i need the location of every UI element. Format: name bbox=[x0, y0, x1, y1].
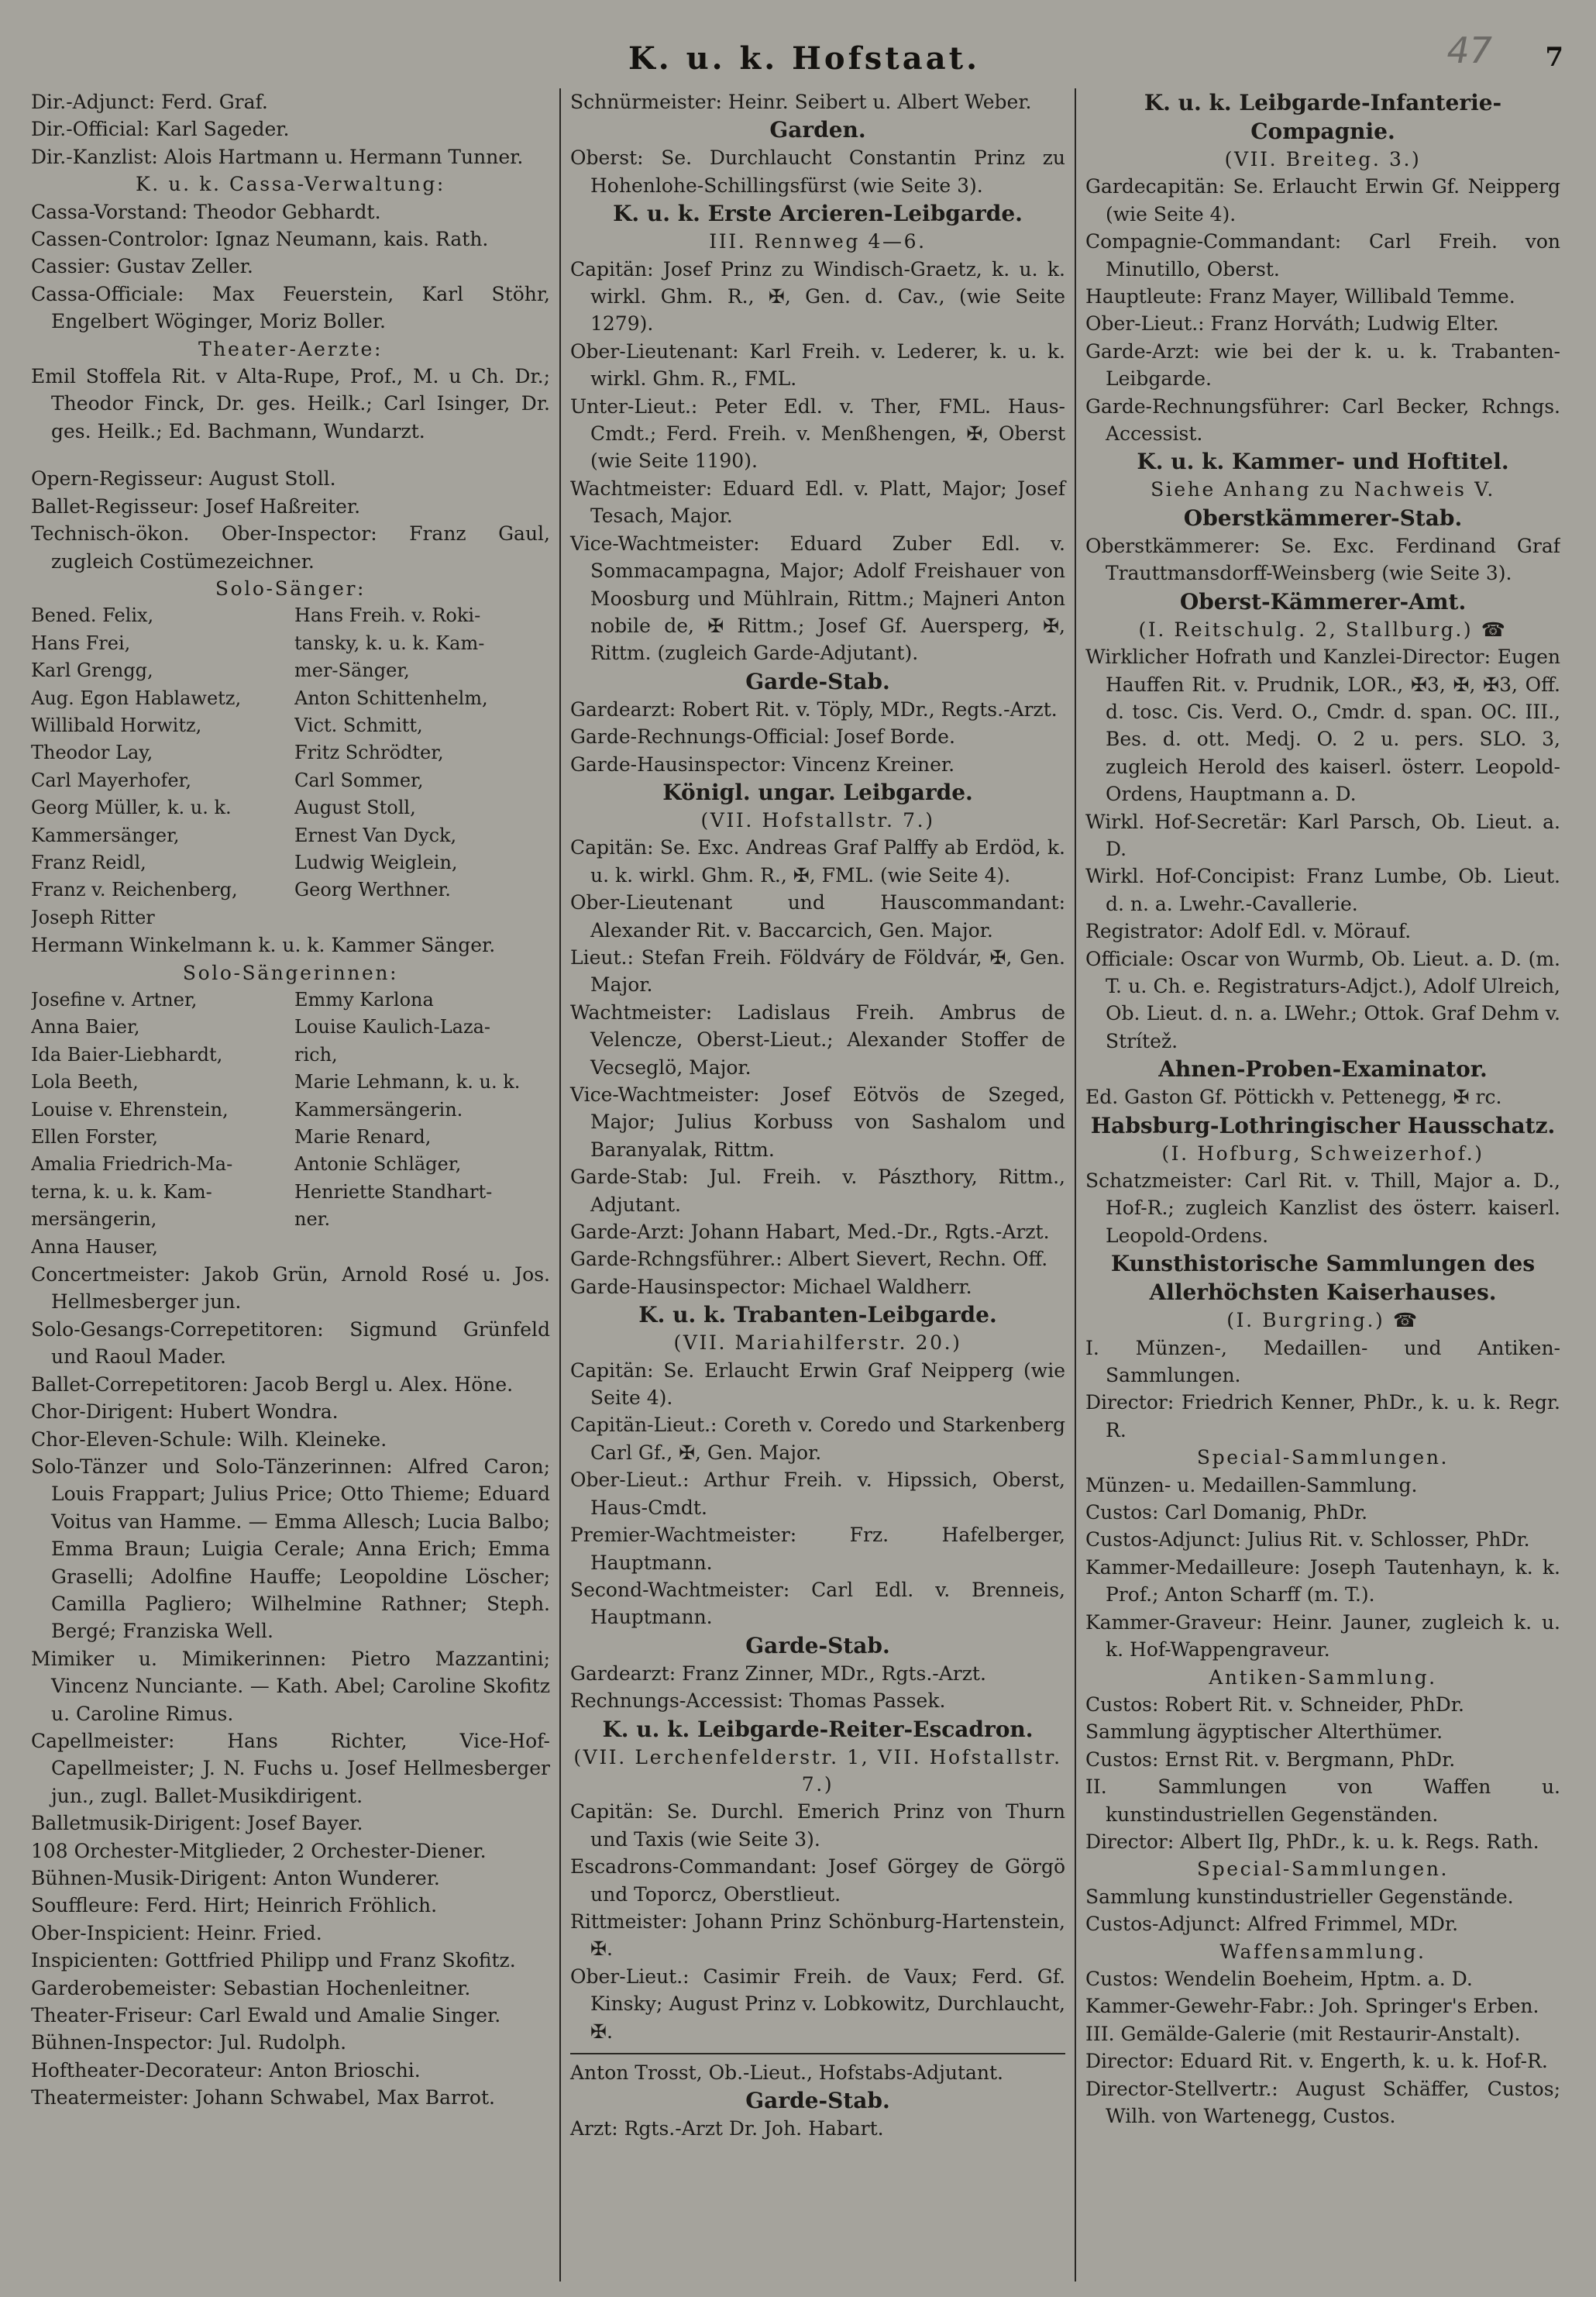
name-entry: Fritz Schrödter, bbox=[294, 742, 444, 764]
directory-entry: I. Münzen-, Medaillen- und Antiken-Sammlungen. bbox=[1085, 1336, 1560, 1387]
name-entry: Marie Lehmann, k. u. k. bbox=[294, 1071, 521, 1093]
directory-entry: Hauptleute: Franz Mayer, Willibald Temme. bbox=[1085, 285, 1515, 308]
name-entry: Emmy Karlona bbox=[294, 989, 434, 1011]
directory-entry: Schatzmeister: Carl Rit. v. Thill, Major a. D., Hof-R.; zugleich Kanzlist des österr. kaiserl. Leopold-Ordens. bbox=[1085, 1169, 1560, 1247]
subheading: (VII. Hofstallstr. 7.) bbox=[700, 808, 935, 832]
directory-entry: 108 Orchester-Mitglieder, 2 Orchester-Diener. bbox=[31, 1839, 487, 1862]
directory-entry: Cassen-Controlor: Ignaz Neumann, kais. Rath. bbox=[31, 228, 489, 251]
directory-entry: Solo-Tänzer und Solo-Tänzerinnen: Alfred Caron; Louis Frappart; Julius Price; Otto Thieme; Eduard Voitus van Hamme. — Emma Allesch; Lucia Balbo; Emma Braun; Luigia Cerale; Anna Erich; Emma Graselli; Adolfine Hauffe; Leopoldine Löscher; Camilla Pagliero; Wilhelmine Rathner; Steph. Bergé; Franziska Well. bbox=[31, 1455, 550, 1643]
name-entry: Georg Müller, k. u. k. bbox=[31, 797, 232, 819]
name-entry: Carl Mayerhofer, bbox=[31, 769, 192, 791]
column-left bbox=[31, 88, 559, 2282]
directory-entry: Kammer-Gewehr-Fabr.: Joh. Springer's Erben. bbox=[1085, 1995, 1539, 2018]
directory-entry: Director: Eduard Rit. v. Engerth, k. u. k. Hof-R. bbox=[1085, 2050, 1548, 2073]
column-right bbox=[1075, 88, 1560, 2282]
name-entry: Ellen Forster, bbox=[31, 1126, 159, 1148]
directory-entry: Capitän: Se. Erlaucht Erwin Graf Neipperg (wie Seite 4). bbox=[570, 1359, 1065, 1410]
directory-entry: Ober-Lieutenant: Karl Freih. v. Lederer, k. u. k. wirkl. Ghm. R., FML. bbox=[570, 339, 1065, 391]
subheading: Solo-Sänger: bbox=[215, 577, 366, 600]
name-entry: Joseph Ritter bbox=[31, 906, 155, 928]
directory-entry: Custos: Robert Rit. v. Schneider, PhDr. bbox=[1085, 1693, 1464, 1716]
directory-entry: Balletmusik-Dirigent: Josef Bayer. bbox=[31, 1812, 363, 1835]
directory-entry: Director: Albert Ilg, PhDr., k. u. k. Regs. Rath. bbox=[1085, 1830, 1539, 1853]
directory-entry: Director-Stellvertr.: August Schäffer, Custos; Wilh. von Wartenegg, Custos. bbox=[1085, 2077, 1560, 2127]
name-entry: ner. bbox=[294, 1208, 331, 1231]
directory-entry: Gardecapitän: Se. Erlaucht Erwin Gf. Neipperg (wie Seite 4). bbox=[1085, 175, 1560, 226]
directory-entry: Inspicienten: Gottfried Philipp und Franz Skofitz. bbox=[31, 1949, 516, 1972]
directory-entry: Sammlung kunstindustrieller Gegenstände. bbox=[1085, 1885, 1514, 1908]
name-entry: mer-Sänger, bbox=[294, 659, 410, 682]
directory-entry: Münzen- u. Medaillen-Sammlung. bbox=[1085, 1473, 1418, 1496]
name-entry: Kammersänger, bbox=[31, 824, 180, 846]
directory-entry: Custos-Adjunct: Alfred Frimmel, MDr. bbox=[1085, 1913, 1459, 1936]
directory-entry: Garde-Hausinspector: Michael Waldherr. bbox=[570, 1275, 972, 1298]
directory-entry: Registrator: Adolf Edl. v. Mörauf. bbox=[1085, 920, 1412, 943]
directory-entry: Mimiker u. Mimikerinnen: Pietro Mazzantini; Vincenz Nunciante. — Kath. Abel; Caroline Skofitz u. Caroline Rimus. bbox=[31, 1647, 550, 1725]
directory-entry: Capitän-Lieut.: Coreth v. Coredo und Starkenberg Carl Gf., ✠, Gen. Major. bbox=[570, 1414, 1065, 1464]
subheading: Special-Sammlungen. bbox=[1196, 1446, 1450, 1469]
section-heading: Habsburg-Lothringischer Hausschatz. bbox=[1090, 1112, 1556, 1138]
section-heading: Garde-Stab. bbox=[745, 1632, 890, 1658]
directory-entry: Vice-Wachtmeister: Josef Eötvös de Szeged, Major; Julius Korbuss von Sashalom und Baranyalak, Rittm. bbox=[570, 1083, 1065, 1161]
name-entry: Anton Schittenhelm, bbox=[294, 687, 488, 709]
subheading: Special-Sammlungen. bbox=[1196, 1858, 1450, 1881]
name-list bbox=[31, 987, 550, 1261]
directory-entry: Bühnen-Inspector: Jul. Rudolph. bbox=[31, 2031, 347, 2054]
handwritten-page-note: 47 bbox=[1446, 29, 1492, 71]
page-header bbox=[31, 29, 1577, 88]
directory-entry: Sammlung ägyptischer Alterthümer. bbox=[1085, 1720, 1443, 1744]
directory-entry: Gardearzt: Franz Zinner, MDr., Rgts.-Arzt. bbox=[570, 1662, 986, 1685]
running-head: K. u. k. Hofstaat. bbox=[628, 40, 981, 77]
directory-entry: Concertmeister: Jakob Grün, Arnold Rosé u. Jos. Hellmesberger jun. bbox=[31, 1263, 550, 1314]
name-list bbox=[31, 602, 550, 932]
section-heading: Königl. ungar. Leibgarde. bbox=[662, 779, 973, 805]
directory-entry: Anton Trosst, Ob.-Lieut., Hofstabs-Adjutant. bbox=[570, 2061, 1003, 2084]
section-heading: Garde-Stab. bbox=[745, 2088, 890, 2114]
directory-entry: Wirkl. Hof-Secretär: Karl Parsch, Ob. Lieut. a. D. bbox=[1085, 810, 1560, 860]
name-entry: Georg Werthner. bbox=[294, 879, 451, 901]
directory-entry: Opern-Regisseur: August Stoll. bbox=[31, 467, 336, 491]
subheading: (VII. Mariahilferstr. 20.) bbox=[673, 1331, 962, 1355]
directory-entry: Director: Friedrich Kenner, PhDr., k. u. k. Regr. R. bbox=[1085, 1391, 1560, 1441]
section-heading: K. u. k. Leibgarde-Infanterie-Compagnie. bbox=[1144, 90, 1502, 144]
directory-entry: Ober-Lieut.: Arthur Freih. v. Hipssich, Oberst, Haus-Cmdt. bbox=[570, 1469, 1065, 1519]
directory-entry: Theatermeister: Johann Schwabel, Max Barrot. bbox=[31, 2086, 495, 2109]
directory-entry: Lieut.: Stefan Freih. Földváry de Földvár, ✠, Gen. Major. bbox=[570, 945, 1065, 997]
directory-entry: Chor-Dirigent: Hubert Wondra. bbox=[31, 1400, 339, 1424]
section-heading: K. u. k. Kammer- und Hoftitel. bbox=[1137, 449, 1509, 475]
directory-entry: Ballet-Regisseur: Josef Haßreiter. bbox=[31, 494, 361, 518]
directory-entry: Ober-Lieut.: Franz Horváth; Ludwig Elter. bbox=[1085, 312, 1499, 336]
directory-entry: Vice-Wachtmeister: Eduard Zuber Edl. v. Sommacampagna, Major; Adolf Freishauer von Moosburg und Mühlrain, Rittm.; Majneri Anton nobile de, ✠ Rittm.; Josef Gf. Auersperg, ✠, Rittm. (zugleich Garde-Adjutant). bbox=[570, 532, 1065, 665]
name-entry: Marie Renard, bbox=[294, 1126, 432, 1148]
directory-entry: Cassa-Officiale: Max Feuerstein, Karl Stöhr, Engelbert Wöginger, Moriz Boller. bbox=[31, 282, 550, 333]
directory-entry: Custos: Carl Domanig, PhDr. bbox=[1085, 1501, 1368, 1524]
name-entry: Hans Frei, bbox=[31, 632, 131, 654]
directory-entry: Solo-Gesangs-Correpetitoren: Sigmund Grünfeld und Raoul Mader. bbox=[31, 1317, 550, 1369]
directory-entry: Garde-Rechnungsführer: Carl Becker, Rchngs. Accessist. bbox=[1085, 394, 1560, 446]
directory-entry: Capitän: Se. Exc. Andreas Graf Palffy ab Erdöd, k. u. k. wirkl. Ghm. R., ✠, FML. (wie Seite 4). bbox=[570, 836, 1065, 887]
directory-entry: Kammer-Graveur: Heinr. Jauner, zugleich k. u. k. Hof-Wappengraveur. bbox=[1085, 1610, 1560, 1662]
subheading: (VII. Breiteg. 3.) bbox=[1224, 148, 1422, 170]
subheading: K. u. k. Cassa-Verwaltung: bbox=[136, 173, 445, 196]
name-entry: tansky, k. u. k. Kam- bbox=[294, 632, 485, 654]
directory-entry: Gardearzt: Robert Rit. v. Töply, MDr., Regts.-Arzt. bbox=[570, 697, 1058, 721]
directory-entry: Rechnungs-Accessist: Thomas Passek. bbox=[570, 1689, 946, 1713]
directory-entry: Ober-Lieut.: Casimir Freih. de Vaux; Ferd. Gf. Kinsky; August Prinz v. Lobkowitz, Durchlaucht, ✠. bbox=[570, 1965, 1065, 2043]
column-middle bbox=[559, 88, 1075, 2282]
section-heading: K. u. k. Trabanten-Leibgarde. bbox=[638, 1302, 997, 1328]
section-heading: Ahnen-Proben-Examinator. bbox=[1158, 1056, 1488, 1083]
directory-entry: Theater-Friseur: Carl Ewald und Amalie Singer. bbox=[31, 2004, 501, 2027]
section-heading: K. u. k. Erste Arcieren-Leibgarde. bbox=[613, 201, 1023, 227]
directory-entry: Dir.-Official: Karl Sageder. bbox=[31, 118, 290, 141]
subheading: Antiken-Sammlung. bbox=[1209, 1665, 1437, 1689]
name-entry: Theodor Lay, bbox=[31, 742, 153, 764]
directory-entry: Ed. Gaston Gf. Pöttickh v. Pettenegg, ✠ rc. bbox=[1085, 1086, 1502, 1109]
directory-entry: Wachtmeister: Ladislaus Freih. Ambrus de Velencze, Oberst-Lieut.; Alexander Stoffer de Vecseglö, Major. bbox=[570, 1000, 1065, 1079]
spacer bbox=[31, 445, 550, 465]
directory-entry: Capellmeister: Hans Richter, Vice-Hof-Capellmeister; J. N. Fuchs u. Josef Hellmesberger jun., zugl. Ballet-Musikdirigent. bbox=[31, 1729, 550, 1807]
directory-entry: Custos: Ernst Rit. v. Bergmann, PhDr. bbox=[1085, 1748, 1456, 1771]
name-entry bbox=[294, 904, 550, 932]
directory-entry: Custos-Adjunct: Julius Rit. v. Schlosser, PhDr. bbox=[1085, 1528, 1530, 1551]
directory-entry: Cassa-Vorstand: Theodor Gebhardt. bbox=[31, 200, 381, 223]
name-entry: August Stoll, bbox=[294, 797, 416, 819]
name-entry: Ludwig Weiglein, bbox=[294, 851, 458, 873]
directory-entry: Garde-Rchngsführer.: Albert Sievert, Rechn. Off. bbox=[570, 1248, 1048, 1271]
directory-entry: Emil Stoffela Rit. v Alta-Rupe, Prof., M. u Ch. Dr.; Theodor Finck, Dr. ges. Heilk.; Carl Isinger, Dr. ges. Heilk.; Ed. Bachmann, Wundarzt. bbox=[31, 365, 550, 443]
directory-entry: Bühnen-Musik-Dirigent: Anton Wunderer. bbox=[31, 1867, 440, 1889]
directory-entry: Garde-Arzt: wie bei der k. u. k. Trabanten-Leibgarde. bbox=[1085, 339, 1560, 391]
section-heading: Oberst-Kämmerer-Amt. bbox=[1179, 588, 1467, 615]
directory-entry: Arzt: Rgts.-Arzt Dr. Joh. Habart. bbox=[570, 2117, 884, 2140]
directory-entry: Dir.-Adjunct: Ferd. Graf. bbox=[31, 91, 268, 113]
directory-entry: Garde-Stab: Jul. Freih. v. Pászthory, Rittm., Adjutant. bbox=[570, 1166, 1065, 1216]
name-entry: Josefine v. Artner, bbox=[31, 989, 198, 1011]
name-entry: Henriette Standhart- bbox=[294, 1180, 493, 1203]
directory-entry: Dir.-Kanzlist: Alois Hartmann u. Hermann Tunner. bbox=[31, 145, 524, 168]
subheading: (I. Reitschulg. 2, Stallburg.) ☎ bbox=[1138, 618, 1508, 641]
directory-entry: Oberstkämmerer: Se. Exc. Ferdinand Graf Trauttmansdorff-Weinsberg (wie Seite 3). bbox=[1085, 534, 1560, 585]
directory-entry: Wirklicher Hofrath und Kanzlei-Director: Eugen Hauffen Rit. v. Prudnik, LOR., ✠3, ✠, ✠3, Off. d. tosc. Cis. Verd. O., Cmdr. d. span. OC. III., Bes. d. ott. Medj. O. 2 u. pers. SLO. 3, zugleich Herold des kaiserl. österr. Leopold-Ordens, Hauptmann a. D. bbox=[1085, 646, 1560, 806]
directory-entry: Compagnie-Commandant: Carl Freih. von Minutillo, Oberst. bbox=[1085, 230, 1560, 281]
page-number: 7 bbox=[1545, 42, 1563, 73]
name-entry: Anna Hauser, bbox=[31, 1235, 158, 1258]
name-entry: Louise v. Ehrenstein, bbox=[31, 1098, 229, 1121]
section-heading: Garde-Stab. bbox=[745, 668, 890, 694]
directory-entry: Wirkl. Hof-Concipist: Franz Lumbe, Ob. Lieut. d. n. a. Lwehr.-Cavallerie. bbox=[1085, 865, 1560, 915]
subheading: Solo-Sängerinnen: bbox=[182, 961, 399, 984]
name-entry: Lola Beeth, bbox=[31, 1071, 139, 1093]
text-columns bbox=[31, 88, 1577, 2282]
name-entry: Willibald Horwitz, bbox=[31, 714, 202, 736]
name-entry: Bened. Felix, bbox=[31, 604, 154, 627]
subheading: (I. Burgring.) ☎ bbox=[1226, 1309, 1419, 1332]
directory-entry: Oberst: Se. Durchlaucht Constantin Prinz zu Hohenlohe-Schillingsfürst (wie Seite 3). bbox=[570, 146, 1065, 197]
section-heading: K. u. k. Leibgarde-Reiter-Escadron. bbox=[602, 1716, 1034, 1742]
directory-entry: Ballet-Correpetitoren: Jacob Bergl u. Alex. Höne. bbox=[31, 1372, 514, 1396]
directory-entry: Souffleure: Ferd. Hirt; Heinrich Fröhlich. bbox=[31, 1894, 438, 1917]
directory-entry: Officiale: Oscar von Wurmb, Ob. Lieut. a. D. (m. T. u. Ch. e. Registraturs-Adjct.), Adolf Ulreich, Ob. Lieut. d. n. a. LWehr.; Ottok. Graf Dehm v. Strítež. bbox=[1085, 947, 1560, 1052]
directory-entry: Cassier: Gustav Zeller. bbox=[31, 255, 253, 278]
subheading: (VII. Lerchenfelderstr. 1, VII. Hofstallstr. 7.) bbox=[573, 1745, 1062, 1796]
name-entry: Vict. Schmitt, bbox=[294, 714, 423, 736]
directory-entry: Rittmeister: Johann Prinz Schönburg-Hartenstein, ✠. bbox=[570, 1910, 1065, 1961]
name-entry: Aug. Egon Hablawetz, bbox=[31, 687, 242, 709]
subheading: Siehe Anhang zu Nachweis V. bbox=[1151, 478, 1495, 501]
directory-entry: Garde-Arzt: Johann Habart, Med.-Dr., Rgts.-Arzt. bbox=[570, 1221, 1050, 1244]
name-entry: Karl Grengg, bbox=[31, 659, 153, 682]
section-heading: Kunsthistorische Sammlungen des Allerhöchsten Kaiserhauses. bbox=[1110, 1251, 1536, 1306]
divider bbox=[570, 2053, 1065, 2054]
directory-entry: III. Gemälde-Galerie (mit Restaurir-Anstalt). bbox=[1085, 2022, 1521, 2045]
name-entry: Anna Baier, bbox=[31, 1016, 140, 1038]
directory-entry: Premier-Wachtmeister: Frz. Hafelberger, Hauptmann. bbox=[570, 1524, 1065, 1574]
directory-entry: Ober-Inspicient: Heinr. Fried. bbox=[31, 1921, 322, 1944]
directory-entry: II. Sammlungen von Waffen u. kunstindustriellen Gegenständen. bbox=[1085, 1775, 1560, 1826]
directory-entry: Garde-Hausinspector: Vincenz Kreiner. bbox=[570, 752, 955, 776]
section-heading: Oberstkämmerer-Stab. bbox=[1183, 505, 1463, 531]
section-heading: Garden. bbox=[769, 117, 866, 143]
directory-entry: Ober-Lieutenant und Hauscommandant: Alexander Rit. v. Baccarcich, Gen. Major. bbox=[570, 891, 1065, 942]
subheading: (I. Hofburg, Schweizerhof.) bbox=[1161, 1142, 1484, 1165]
directory-entry: Kammer-Medailleure: Joseph Tautenhayn, k. k. Prof.; Anton Scharff (m. T.). bbox=[1085, 1555, 1560, 1607]
name-entry bbox=[294, 1234, 550, 1261]
name-entry: mersängerin, bbox=[31, 1208, 157, 1231]
name-entry: Ernest Van Dyck, bbox=[294, 824, 457, 846]
directory-entry: Capitän: Se. Durchl. Emerich Prinz von Thurn und Taxis (wie Seite 3). bbox=[570, 1800, 1065, 1851]
subheading: Theater-Aerzte: bbox=[198, 337, 383, 360]
directory-entry: Garde-Rechnungs-Official: Josef Borde. bbox=[570, 725, 955, 749]
directory-entry: Garderobemeister: Sebastian Hochenleitner. bbox=[31, 1976, 471, 1999]
directory-entry: Escadrons-Commandant: Josef Görgey de Görgö und Toporcz, Oberstlieut. bbox=[570, 1855, 1065, 1906]
directory-entry: Custos: Wendelin Boeheim, Hptm. a. D. bbox=[1085, 1967, 1473, 1990]
name-entry: rich, bbox=[294, 1043, 338, 1066]
directory-entry: Chor-Eleven-Schule: Wilh. Kleineke. bbox=[31, 1427, 387, 1451]
name-entry: terna, k. u. k. Kam- bbox=[31, 1180, 212, 1203]
name-entry: Carl Sommer, bbox=[294, 769, 424, 791]
name-entry: Ida Baier-Liebhardt, bbox=[31, 1043, 223, 1066]
directory-entry: Schnürmeister: Heinr. Seibert u. Albert Weber. bbox=[570, 91, 1032, 113]
name-entry: Franz Reidl, bbox=[31, 851, 146, 873]
directory-entry: Hermann Winkelmann k. u. k. Kammer Sänger. bbox=[31, 934, 496, 957]
subheading: Waffensammlung. bbox=[1219, 1940, 1426, 1963]
name-entry: Kammersängerin. bbox=[294, 1098, 463, 1121]
name-entry: Hans Freih. v. Roki- bbox=[294, 604, 481, 627]
directory-entry: Hoftheater-Decorateur: Anton Brioschi. bbox=[31, 2058, 421, 2082]
directory-entry: Technisch-ökon. Ober-Inspector: Franz Gaul, zugleich Costümezeichner. bbox=[31, 522, 550, 573]
directory-entry: Wachtmeister: Eduard Edl. v. Platt, Major; Josef Tesach, Major. bbox=[570, 477, 1065, 528]
name-entry: Franz v. Reichenberg, bbox=[31, 879, 238, 901]
directory-entry: Capitän: Josef Prinz zu Windisch-Graetz, k. u. k. wirkl. Ghm. R., ✠, Gen. d. Cav., (wie Seite 1279). bbox=[570, 257, 1065, 336]
subheading: III. Rennweg 4—6. bbox=[709, 230, 927, 253]
directory-entry: Unter-Lieut.: Peter Edl. v. Ther, FML. Haus-Cmdt.; Ferd. Freih. v. Menßhengen, ✠, Oberst (wie Seite 1190). bbox=[570, 394, 1065, 473]
directory-entry: Second-Wachtmeister: Carl Edl. v. Brenneis, Hauptmann. bbox=[570, 1578, 1065, 1629]
name-entry: Amalia Friedrich-Ma- bbox=[31, 1153, 233, 1176]
name-entry: Antonie Schläger, bbox=[294, 1153, 462, 1176]
name-entry: Louise Kaulich-Laza- bbox=[294, 1016, 491, 1038]
